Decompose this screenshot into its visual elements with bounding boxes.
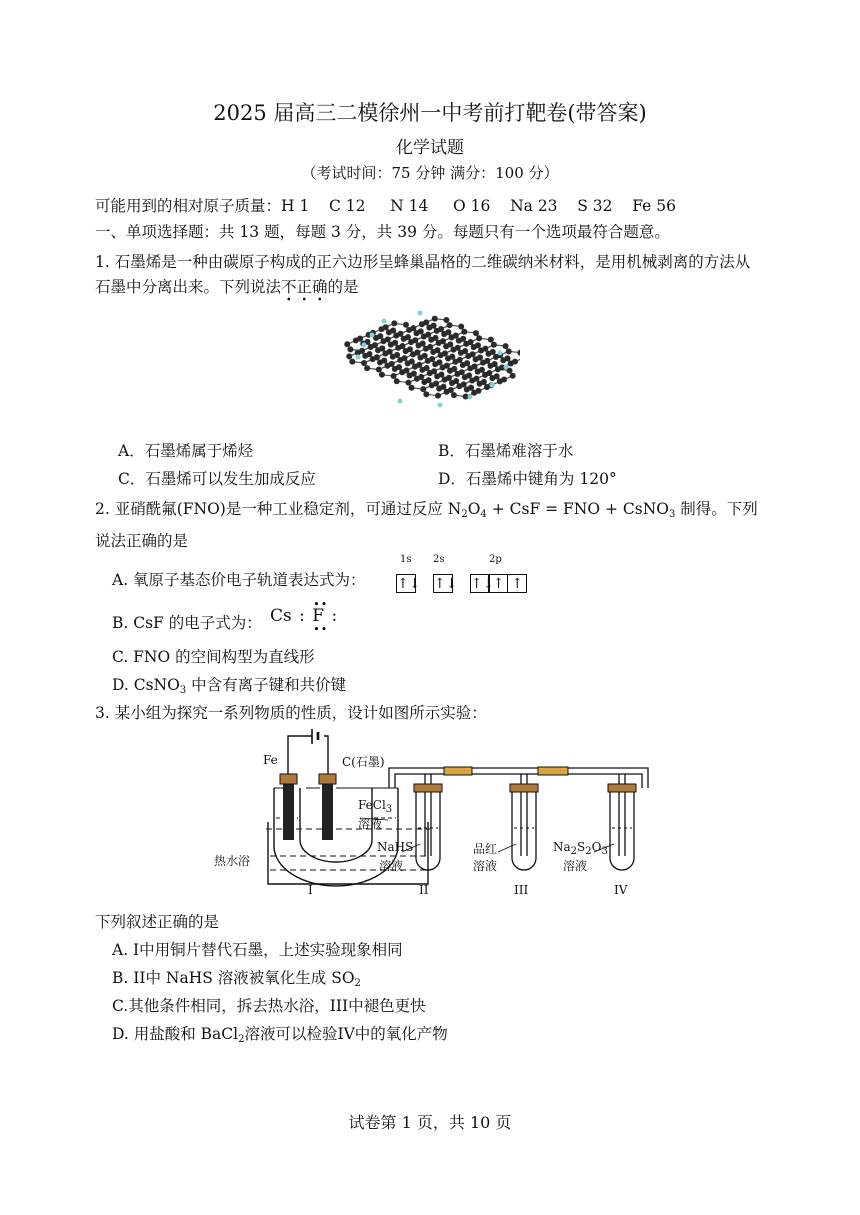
label-nahs: NaHS bbox=[377, 840, 414, 854]
carbon-atom bbox=[458, 324, 464, 330]
carbon-atom bbox=[436, 340, 442, 346]
electron-pair-colon: : bbox=[299, 606, 305, 626]
label-apparatus-iv: IV bbox=[614, 883, 628, 897]
carbon-atom bbox=[454, 371, 460, 377]
carbon-atom bbox=[456, 383, 462, 389]
carbon-atom bbox=[403, 322, 409, 328]
carbon-atom bbox=[346, 353, 352, 359]
orbital-box-2s: ↑↓ bbox=[433, 576, 458, 592]
label-na2s2o3-solution: 溶液 bbox=[563, 859, 588, 873]
test-tube-iii bbox=[512, 790, 536, 870]
orbital-label-1s: 1s bbox=[400, 554, 412, 565]
electron-formula: Cs : F •• •• : bbox=[270, 598, 338, 636]
orbital-label-2p: 2p bbox=[489, 554, 502, 565]
carbon-atom bbox=[503, 343, 509, 349]
label-apparatus-iii: III bbox=[514, 883, 529, 897]
carbon-atom bbox=[384, 363, 390, 369]
carbon-atom bbox=[380, 338, 386, 344]
electron-pair-colon-right: : bbox=[331, 606, 338, 626]
carbon-atom bbox=[414, 376, 420, 382]
test-tube-iv bbox=[610, 790, 634, 870]
carbon-atom bbox=[461, 329, 467, 335]
carbon-atom bbox=[466, 372, 472, 378]
carbon-atom bbox=[465, 353, 471, 359]
question-2-stem: 2. 亚硝酰氟(FNO)是一种工业稳定剂，可通过反应 $N_2O_4$ + CsF = FNO + CsNO$_3$ 制得。下列说法正确的是 bbox=[95, 500, 758, 550]
q2-option-d: D. CsNO$_3$ 中含有离子键和共价键 bbox=[112, 676, 347, 696]
q1-option-b: B．石墨烯难溶于水 bbox=[438, 442, 574, 460]
connector-1 bbox=[444, 767, 472, 775]
q3-option-c: C.其他条件相同，拆去热水浴，III中褪色更快 bbox=[112, 997, 426, 1015]
carbon-atom bbox=[440, 384, 446, 390]
carbon-atom bbox=[452, 359, 458, 365]
carbon-atom bbox=[432, 316, 438, 322]
carbon-atom bbox=[447, 341, 453, 347]
label-fecl3: FeCl$_3$ bbox=[358, 798, 393, 815]
carbon-atom bbox=[421, 334, 427, 340]
carbon-atom bbox=[391, 373, 397, 379]
carbon-atom bbox=[495, 366, 501, 372]
carbon-atom bbox=[368, 344, 374, 350]
carbon-atom bbox=[408, 339, 414, 345]
hydrogen-atom bbox=[370, 333, 375, 338]
orbital-box-2p-3: ↑ bbox=[507, 574, 527, 593]
q3-option-a: A. I中用铜片替代石墨，上述实验现象相同 bbox=[112, 941, 403, 959]
carbon-atom bbox=[440, 364, 446, 370]
carbon-atom bbox=[436, 359, 442, 365]
carbon-atom bbox=[395, 345, 401, 351]
orbital-box-1s: ↑↓ bbox=[397, 576, 421, 592]
carbon-atom bbox=[405, 380, 411, 386]
carbon-atom bbox=[391, 320, 397, 326]
carbon-atom bbox=[478, 347, 484, 353]
electron-dots-bottom: •• bbox=[313, 623, 329, 636]
fe-electrode bbox=[283, 784, 294, 840]
carbon-atom bbox=[433, 335, 439, 341]
hydrogen-atom bbox=[438, 403, 443, 408]
carbon-atom bbox=[418, 328, 424, 334]
carbon-atom bbox=[420, 386, 426, 392]
carbon-atom bbox=[451, 366, 457, 372]
carbon-atom bbox=[397, 357, 403, 363]
carbon-atom bbox=[449, 354, 455, 360]
graphite-stopper bbox=[319, 774, 336, 784]
fe-stopper bbox=[280, 774, 297, 784]
carbon-atom bbox=[443, 317, 449, 323]
carbon-atom bbox=[427, 370, 433, 376]
carbon-atom bbox=[405, 334, 411, 340]
carbon-atom bbox=[484, 384, 490, 390]
graphite-electrode bbox=[322, 784, 333, 840]
question-3-stem: 3. 某小组为探究一系列物质的性质，设计如图所示实验： bbox=[95, 704, 487, 722]
carbon-atom bbox=[475, 342, 481, 348]
carbon-atom bbox=[399, 369, 405, 375]
carbon-atom bbox=[476, 335, 482, 341]
hydrogen-atom bbox=[498, 351, 503, 356]
carbon-atom bbox=[510, 373, 516, 379]
carbon-atom bbox=[344, 341, 350, 347]
carbon-atom bbox=[381, 358, 387, 364]
carbon-atom bbox=[493, 354, 499, 360]
question-1-stem: 1. 石墨烯是一种由碳原子构成的正六边形呈蜂巢晶格的二维碳纳米材料，是用机械剥离的方法从石墨中分离出来。下列说法不正确的是 bbox=[95, 253, 751, 296]
carbon-atom bbox=[423, 391, 429, 397]
carbon-atom bbox=[506, 348, 512, 354]
hydrogen-atom bbox=[362, 343, 367, 348]
carbon-atom bbox=[450, 347, 456, 353]
q2-option-c: C. FNO 的空间构型为直线形 bbox=[112, 648, 315, 666]
hydrogen-atom bbox=[382, 319, 387, 324]
carbon-atom bbox=[390, 327, 396, 333]
carbon-atom bbox=[479, 367, 485, 373]
carbon-atom bbox=[412, 364, 418, 370]
label-apparatus-ii: II bbox=[419, 883, 429, 897]
carbon-atom bbox=[364, 365, 370, 371]
carbon-atom bbox=[494, 373, 500, 379]
carbon-atom bbox=[480, 360, 486, 366]
label-apparatus-i: I bbox=[308, 883, 313, 897]
carbon-atom bbox=[378, 326, 384, 332]
carbon-atom bbox=[462, 348, 468, 354]
carbon-atom bbox=[447, 322, 453, 328]
carbon-atom bbox=[442, 377, 448, 383]
q2-option-b: B. CsF 的电子式为： bbox=[112, 614, 262, 632]
pinred-leader bbox=[498, 844, 516, 852]
carbon-atom bbox=[438, 372, 444, 378]
carbon-atom bbox=[410, 351, 416, 357]
stopper-iii bbox=[510, 784, 538, 792]
carbon-atom bbox=[361, 360, 367, 366]
carbon-atom bbox=[409, 385, 415, 391]
carbon-atom bbox=[473, 330, 479, 336]
carbon-atom bbox=[349, 359, 355, 365]
carbon-atom bbox=[409, 358, 415, 364]
circuit-wire bbox=[288, 736, 328, 776]
label-hot-water-bath: 热水浴 bbox=[214, 854, 251, 868]
hydrogen-atom bbox=[398, 399, 403, 404]
fluorine-symbol: F •• •• bbox=[312, 598, 329, 636]
carbon-atom bbox=[394, 352, 400, 358]
page-title: 2025 届高三二模徐州一中考前打靶卷(带答案) bbox=[213, 101, 647, 125]
atomic-masses: 可能用到的相对原子质量：H 1 C 12 N 14 O 16 Na 23 S 32 Fe 56 bbox=[95, 197, 676, 215]
orbital-label-2s: 2s bbox=[433, 554, 445, 565]
carbon-atom bbox=[376, 367, 382, 373]
q2-option-a: A. 氧原子基态价电子轨道表达式为： bbox=[112, 571, 366, 589]
carbon-atom bbox=[382, 351, 388, 357]
carbon-atom bbox=[370, 356, 376, 362]
stopper-iv bbox=[608, 784, 636, 792]
carbon-atom bbox=[505, 355, 511, 361]
carbon-atom bbox=[444, 389, 450, 395]
carbon-atom bbox=[471, 390, 477, 396]
carbon-atom bbox=[482, 372, 488, 378]
label-fe: Fe bbox=[263, 753, 278, 767]
carbon-atom bbox=[492, 361, 498, 367]
carbon-atom bbox=[429, 382, 435, 388]
page-subtitle: 化学试题 bbox=[396, 138, 464, 158]
stopper-ii bbox=[414, 784, 442, 792]
carbon-atom bbox=[411, 371, 417, 377]
carbon-atom bbox=[445, 329, 451, 335]
hydrogen-atom bbox=[356, 355, 361, 360]
carbon-atom bbox=[435, 393, 441, 399]
carbon-atom bbox=[431, 323, 437, 329]
hydrogen-atom bbox=[468, 395, 473, 400]
carbon-atom bbox=[460, 336, 466, 342]
carbon-atom bbox=[464, 360, 470, 366]
label-pinred-solution: 溶液 bbox=[473, 859, 498, 873]
carbon-atom bbox=[451, 392, 457, 398]
graphene-image bbox=[340, 305, 520, 415]
hydrogen-atom bbox=[490, 383, 495, 388]
carbon-atom bbox=[422, 353, 428, 359]
carbon-atom bbox=[392, 340, 398, 346]
carbon-atom bbox=[393, 333, 399, 339]
hydrogen-atom bbox=[504, 365, 509, 370]
carbon-atom bbox=[469, 378, 475, 384]
carbon-atom bbox=[435, 347, 441, 353]
q3-option-d: D. 用盐酸和 BaCl$_2$溶液可以检验IV中的氧化产物 bbox=[112, 1025, 448, 1045]
carbon-atom bbox=[394, 378, 400, 384]
label-pinred: 品红 bbox=[473, 842, 498, 856]
page-footer: 试卷第 1 页，共 10 页 bbox=[348, 1113, 512, 1132]
q1-option-d: D．石墨烯中键角为 120° bbox=[438, 470, 617, 488]
carbon-atom bbox=[508, 361, 514, 367]
carbon-atom bbox=[467, 365, 473, 371]
carbon-atom bbox=[407, 346, 413, 352]
label-na2s2o3: $Na_2S_2O_3$ bbox=[553, 840, 608, 857]
carbon-atom bbox=[406, 327, 412, 333]
q3-option-b: B. II中 NaHS 溶液被氧化生成 $SO_2$ bbox=[112, 969, 361, 989]
carbon-atom bbox=[426, 377, 432, 383]
orbital-box-2p-2: ↑ bbox=[488, 574, 508, 593]
exam-info: （考试时间：75 分钟 满分：100 分） bbox=[301, 164, 559, 182]
label-graphite: C(石墨) bbox=[342, 755, 385, 769]
carbon-atom bbox=[468, 385, 474, 391]
carbon-atom bbox=[488, 337, 494, 343]
carbon-atom bbox=[425, 358, 431, 364]
electron-dots-top: •• bbox=[313, 598, 329, 611]
carbon-atom bbox=[490, 349, 496, 355]
carbon-atom bbox=[448, 334, 454, 340]
section-intro: 一、单项选择题：共 13 题，每题 3 分，共 39 分。每题只有一个选项最符合题意。 bbox=[95, 223, 670, 241]
carbon-atom bbox=[423, 346, 429, 352]
carbon-atom bbox=[420, 341, 426, 347]
carbon-atom bbox=[438, 352, 444, 358]
carbon-atom bbox=[517, 350, 520, 356]
carbon-atom bbox=[379, 345, 385, 351]
carbon-atom bbox=[424, 365, 430, 371]
carbon-atom bbox=[477, 355, 483, 361]
carbon-atom bbox=[379, 372, 385, 378]
label-fecl3-solution: 溶液 bbox=[358, 817, 383, 831]
carbon-atom bbox=[491, 342, 497, 348]
carbon-atom bbox=[463, 341, 469, 347]
carbon-atom bbox=[497, 378, 503, 384]
carbon-atom bbox=[353, 337, 359, 343]
carbon-atom bbox=[366, 351, 372, 357]
carbon-atom bbox=[347, 346, 353, 352]
orbital-box-2p-1: ↑↓ bbox=[470, 576, 495, 592]
label-nahs-solution: 溶液 bbox=[379, 859, 404, 873]
carbon-atom bbox=[377, 333, 383, 339]
orbital-diagram bbox=[396, 573, 526, 593]
carbon-atom bbox=[481, 379, 487, 385]
carbon-atom bbox=[453, 378, 459, 384]
carbon-atom bbox=[419, 321, 425, 327]
hydrogen-atom bbox=[418, 311, 423, 316]
carbon-atom bbox=[396, 364, 402, 370]
carbon-atom bbox=[434, 328, 440, 334]
emphasis-not-correct: 不正确 bbox=[281, 278, 328, 296]
q1-option-c: C．石墨烯可以发生加成反应 bbox=[118, 470, 316, 488]
q3-intro: 下列叙述正确的是 bbox=[95, 913, 220, 931]
connector-2 bbox=[538, 767, 568, 775]
q1-option-a: A．石墨烯属于烯烃 bbox=[118, 442, 254, 460]
